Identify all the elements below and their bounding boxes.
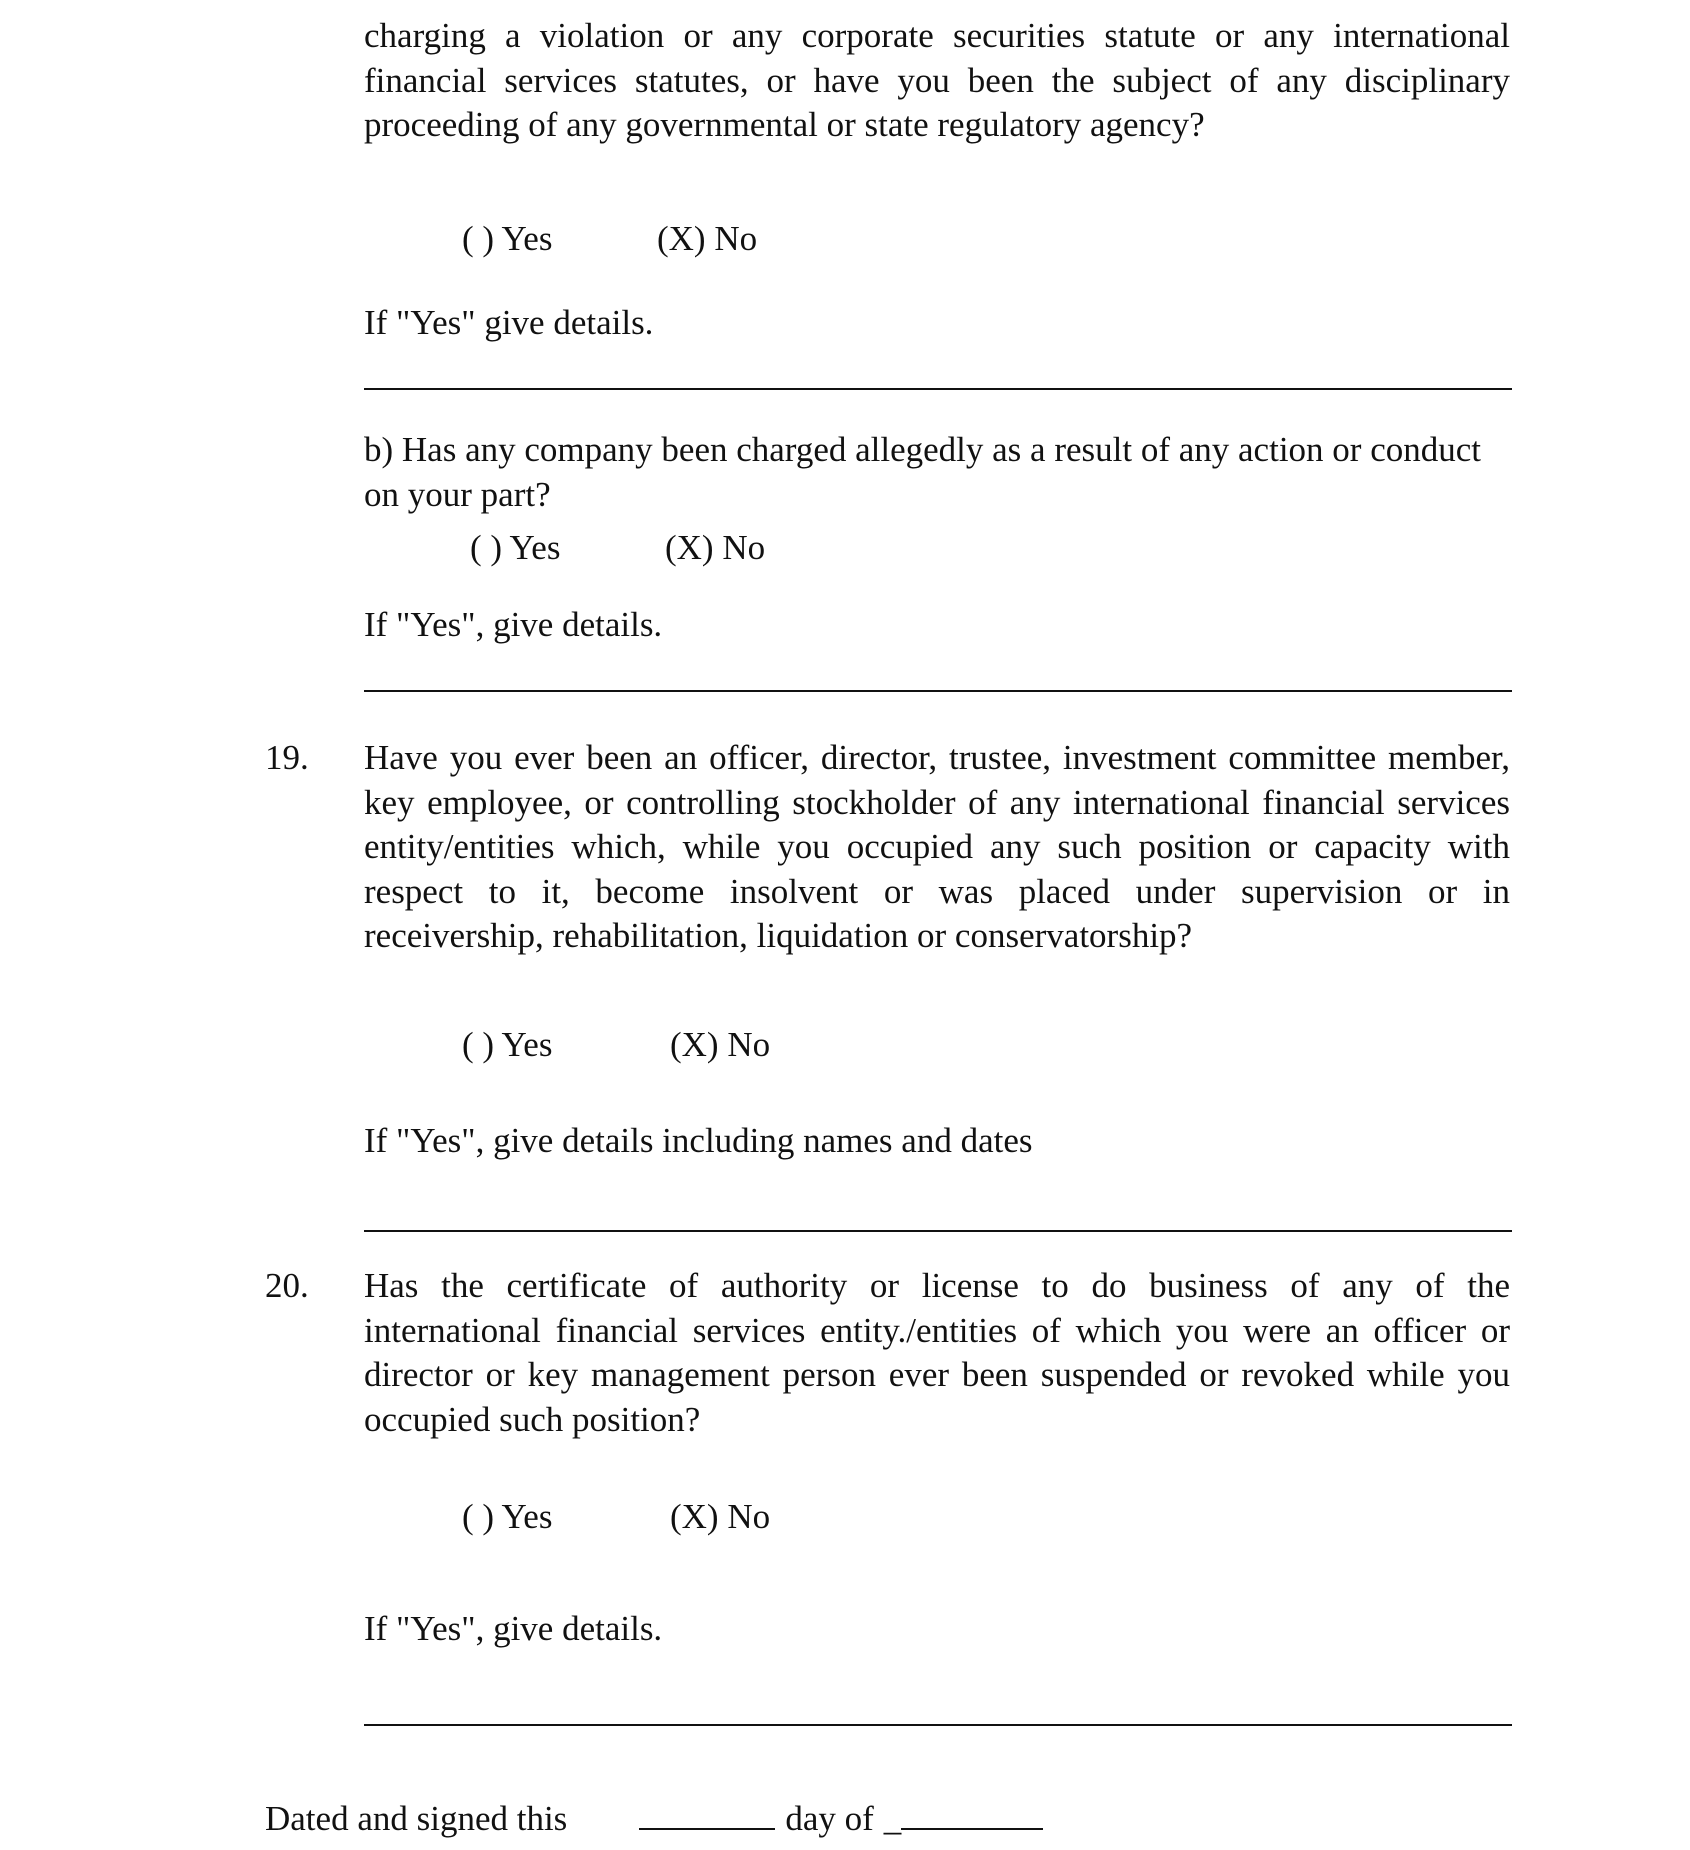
q18a-no-option[interactable]: (X) No (657, 219, 758, 258)
q18a-yes-option[interactable]: ( ) Yes (462, 219, 553, 258)
q20-question-text: Has the certificate of authority or license to do business of any of the international financial services entity./entities of which you were an officer or director or key management person ever been suspended or revoked while you occupied such position? (364, 1266, 1510, 1439)
q18b-details-line[interactable] (364, 690, 1512, 692)
q18a-question-text: charging a violation or any corporate securities statute or any international financial services statutes, or have you been the subject of any disciplinary proceeding of any governmental or state regulatory agency? (364, 16, 1510, 144)
day-blank[interactable] (639, 1798, 775, 1830)
signature-line (265, 1797, 1043, 1842)
q18a-details-label: If "Yes" give details. (364, 303, 654, 342)
q20-yes-option[interactable]: ( ) Yes (462, 1497, 553, 1536)
q19-yes-option[interactable]: ( ) Yes (462, 1025, 553, 1064)
dated-signed-label: Dated and signed this (265, 1799, 568, 1838)
q20-details-line[interactable] (364, 1724, 1512, 1726)
q19-no-option[interactable]: (X) No (670, 1025, 771, 1064)
q19-question-text: Have you ever been an officer, director, trustee, investment committee member, key employee, or controlling stockholder of any international financial services entity/entities which, while you occupied any such position or capacity with respect to it, become insolvent or was placed under supervision or in receivership, rehabilitation, liquidation or conservatorship? (364, 738, 1510, 955)
month-blank[interactable] (901, 1798, 1043, 1830)
day-of-label: day of (785, 1799, 874, 1838)
q18b-no-option[interactable]: (X) No (665, 528, 766, 567)
q18b-question-text: b) Has any company been charged allegedly as a result of any action or conduct on your part? (364, 430, 1481, 514)
q19-details-line[interactable] (364, 1230, 1512, 1232)
month-blank-prefix: _ (883, 1799, 902, 1838)
q18b-details-label: If "Yes", give details. (364, 605, 663, 644)
q18b-yes-option[interactable]: ( ) Yes (470, 528, 561, 567)
q18a-details-line[interactable] (364, 388, 1512, 390)
q20-number: 20. (265, 1266, 309, 1305)
q20-details-label: If "Yes", give details. (364, 1609, 663, 1648)
q19-details-label: If "Yes", give details including names and dates (364, 1121, 1033, 1160)
q20-no-option[interactable]: (X) No (670, 1497, 771, 1536)
q19-number: 19. (265, 738, 309, 777)
